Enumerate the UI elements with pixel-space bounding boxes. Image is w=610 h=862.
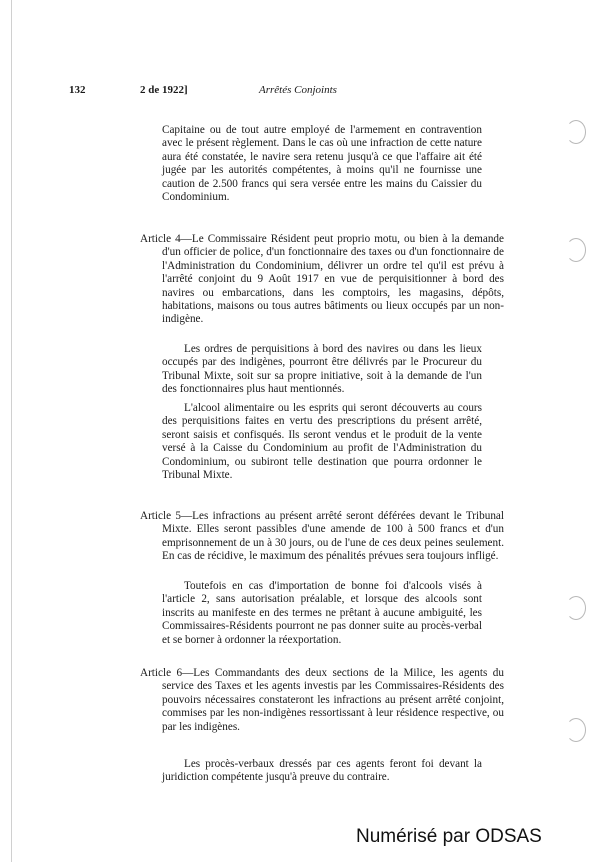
binder-hole-4 [566, 718, 586, 742]
running-title: Arrêtés Conjoints [259, 84, 337, 96]
article-5-paragraph-2: Toutefois en cas d'importation de bonne foi d'alcools visés à l'article 2, sans autorisation préalable, et lorsque des alcools sont inscrits au manifeste en des termes ne prêtant à aucune ambiguité, les Commissaires-Résidents pourront ne pas donner suite au procès-verbal et se borner à ordonner la réexportation. [162, 580, 482, 646]
article-4: Article 4—Le Commissaire Résident peut proprio motu, ou bien à la demande d'un officier de police, d'un fonctionnaire des taxes ou d'un fonctionnaire de l'Administration du Condominium, délivrer un ordre tel qu'il est prévu à l'arrêté conjoint du 9 Août 1917 en vue de perquisitionner à bord des navires ou embarcations, dans les comptoirs, les magasins, dépôts, habitations, maisons ou tous autres bâtiments ou lieux occupés par un non-indigène. [140, 233, 504, 326]
page-header [69, 84, 549, 100]
article-4-paragraph-3: L'alcool alimentaire ou les esprits qui seront découverts au cours des perquisitions faites en vertu des prescriptions du présent arrêté, seront saisis et confisqués. Ils seront vendus et le produit de la vente versé à la Caisse du Condominium au profit de l'Administration du Condominium, ou subiront telle destination que pourra ordonner le Tribunal Mixte. [162, 402, 482, 482]
page-number: 132 [69, 84, 86, 96]
article-4-paragraph-2: Les ordres de perquisitions à bord des navires ou dans les lieux occupés par des indigènes, pourront être délivrés par le Procureur du Tribunal Mixte, soit sur sa propre initiative, soit à la demande de l'un des fonctionnaires plus haut mentionnés. [162, 343, 482, 396]
binder-hole-2 [566, 238, 586, 262]
article-6: Article 6—Les Commandants des deux sections de la Milice, les agents du service des Taxes et les agents investis par les Commissaires-Résidents des pouvoirs nécessaires constateront les infractions au présent arrêté conjoint, commises par les non-indigènes ressortissant à leur résidence respective, ou par les indigènes. [140, 667, 504, 733]
page-edge-line [11, 0, 12, 862]
article-6-paragraph-2: Les procès-verbaux dressés par ces agents feront foi devant la juridiction compétente jusqu'à preuve du contraire. [162, 758, 482, 784]
article-5: Article 5—Les infractions au présent arrêté seront déférées devant le Tribunal Mixte. Elles seront passibles d'une amende de 100 à 500 francs et d'un emprisonnement de un à 30 jours, ou de l'une de ces deux peines seulement. En cas de récidive, le maximum des pénalités prévues sera toujours infligé. [140, 510, 504, 563]
binder-hole-1 [566, 120, 586, 144]
intro-paragraph: Capitaine ou de tout autre employé de l'armement en contravention avec le présent règlement. Dans le cas où une infraction de cette nature aura été constatée, le navire sera retenu jusqu'à ce que l'affaire ait été jugée par les autorités compétentes, à moins qu'il ne fournisse une caution de 2.500 francs qui sera versée entre les mains du Caissier du Condominium. [162, 124, 482, 204]
digitization-watermark: Numérisé par ODSAS [356, 826, 542, 847]
header-date: 2 de 1922] [140, 84, 188, 96]
binder-hole-3 [566, 596, 586, 620]
